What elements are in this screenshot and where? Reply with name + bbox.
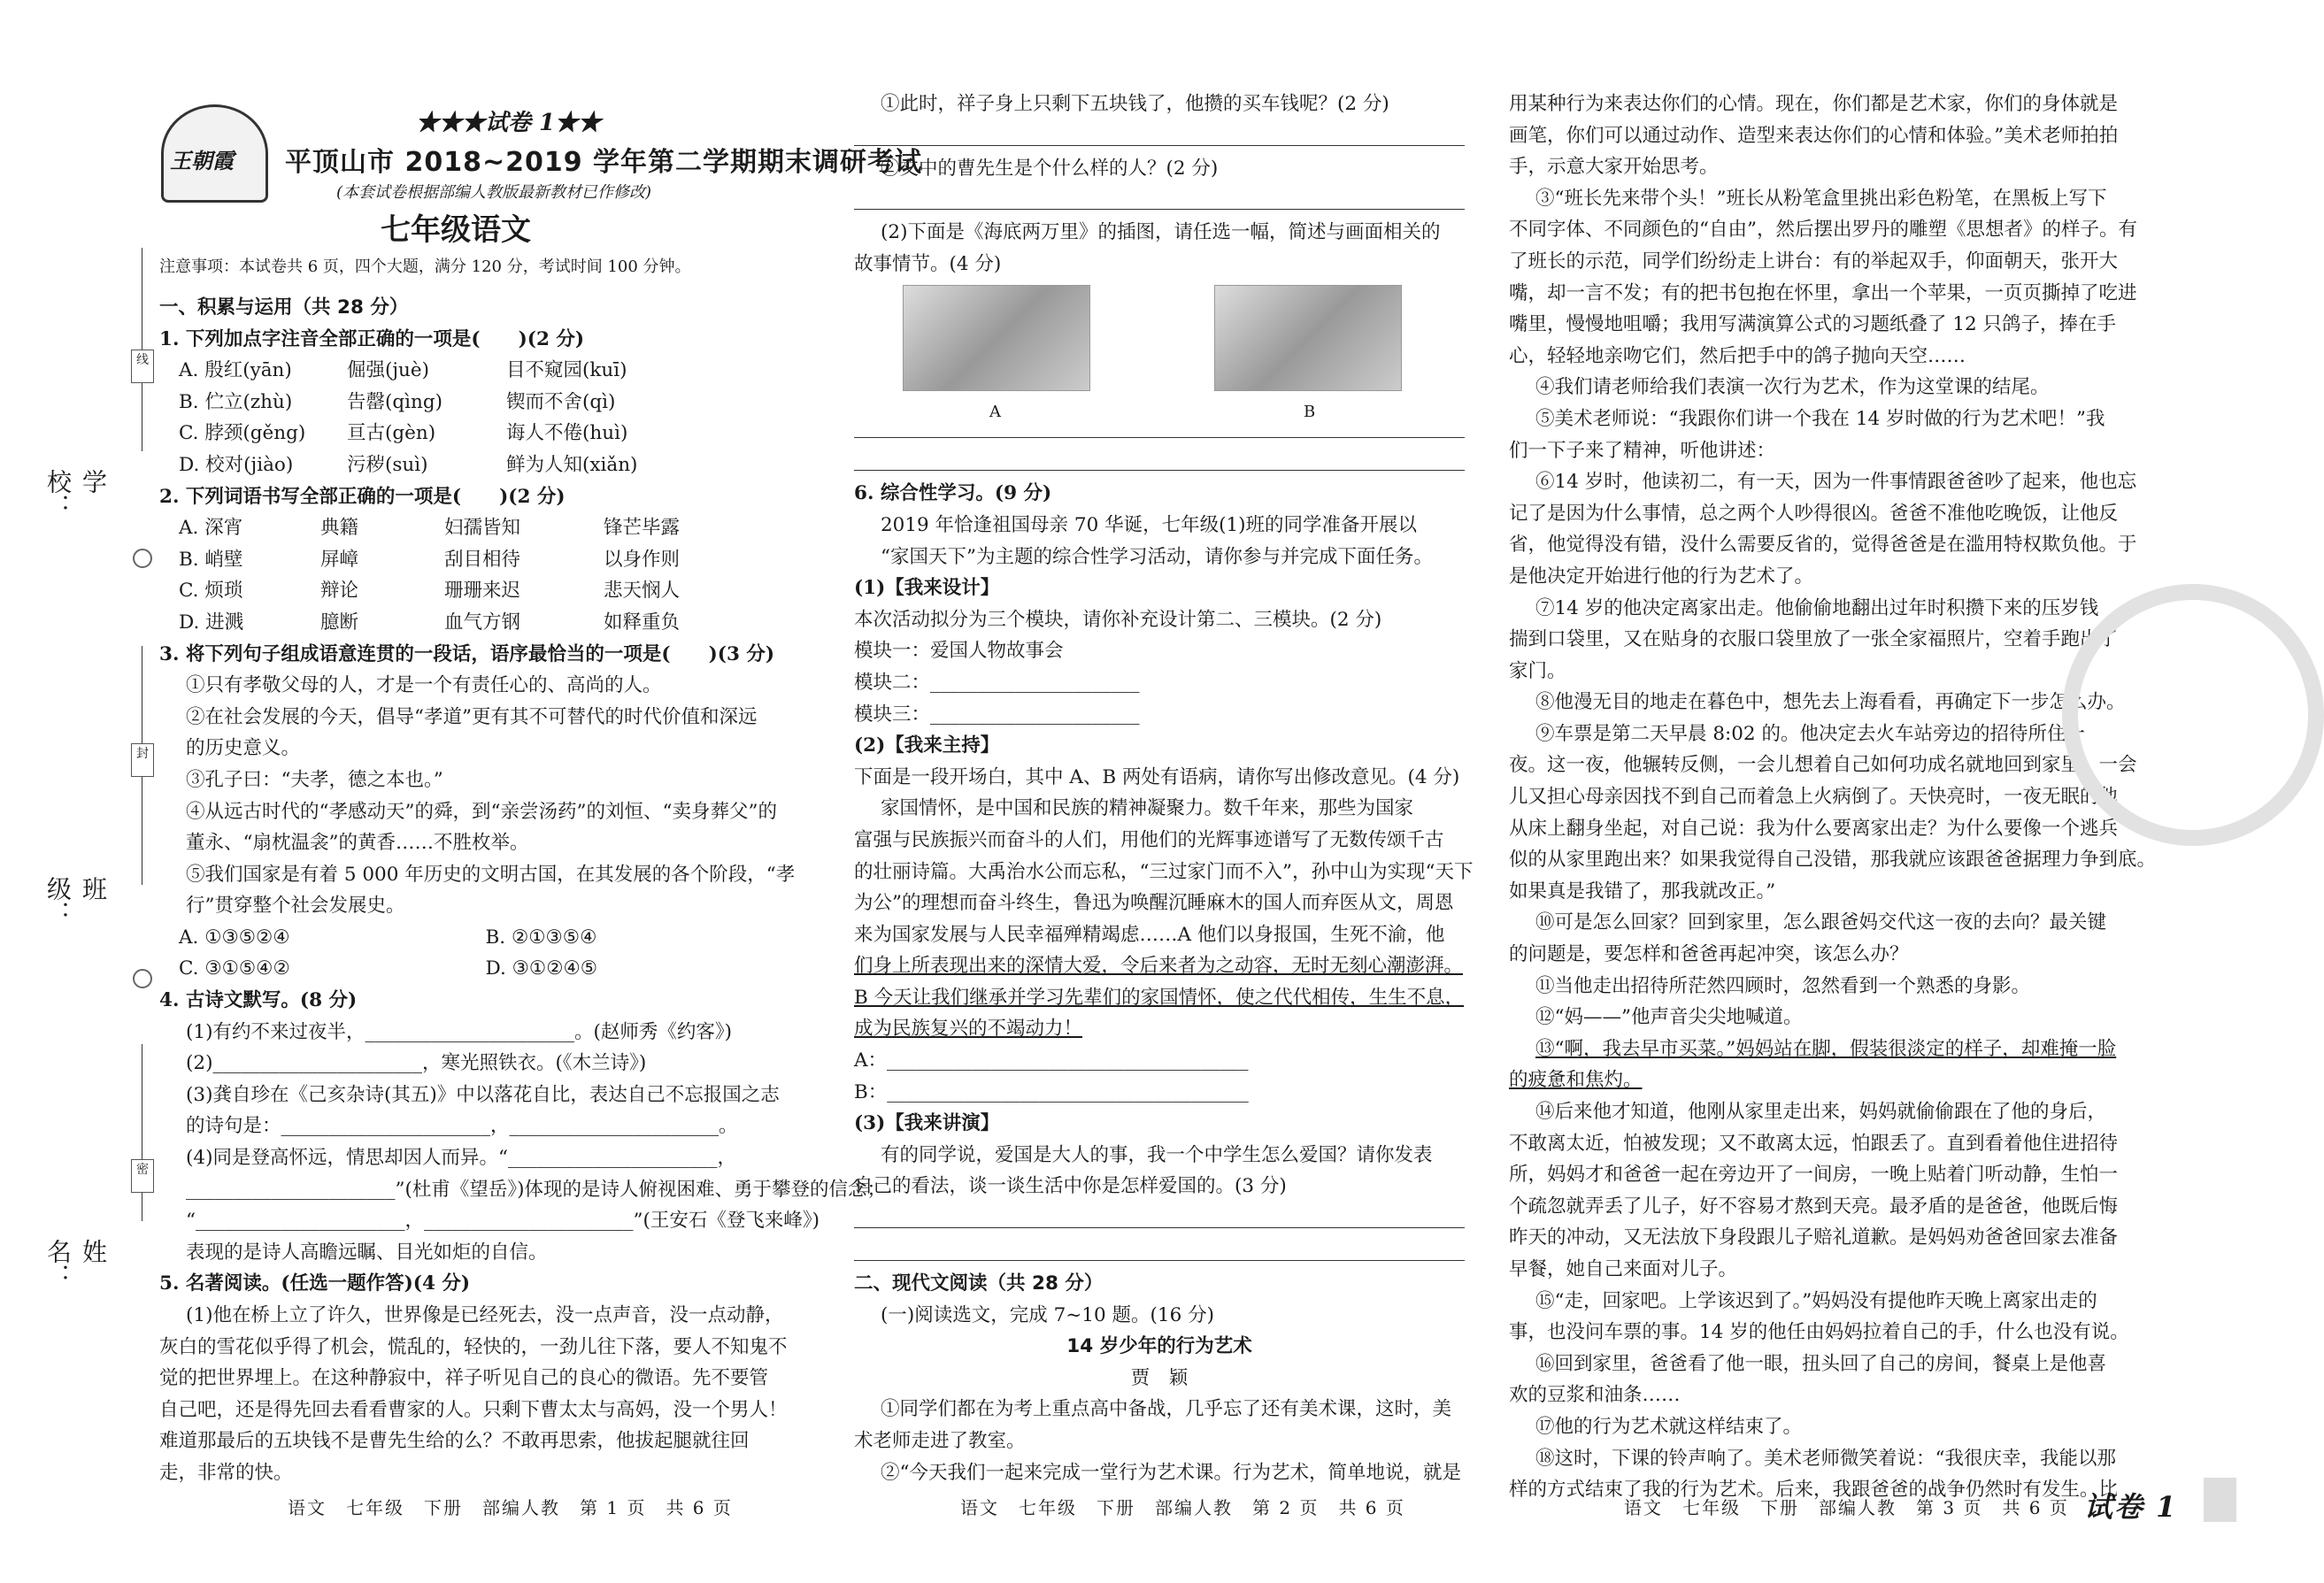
body-text: 行”贯穿整个社会发展史。 xyxy=(186,895,405,918)
option-text[interactable]: 辩论 xyxy=(320,580,359,603)
body-text: 的壮丽诗篇。大禹治水公而忘私，“三过家门而不入”，孙中山为实现“天下 xyxy=(854,860,1474,883)
body-text: 了班长的示范，同学们纷纷走上讲台：有的举起双手，仰面朝天，张开大 xyxy=(1509,250,2119,273)
body-text: 揣到口袋里，又在贴身的衣服口袋里放了一张全家福照片，空着手跑出了 xyxy=(1509,628,2119,651)
body-text: 手，示意大家开始思考。 xyxy=(1509,156,1719,179)
option-text[interactable]: 妇孺皆知 xyxy=(444,517,521,540)
body-text: (2)下面是《海底两万里》的插图，请任选一幅，简述与画面相关的 xyxy=(881,221,1441,244)
option-text[interactable]: 告罄(qìng) xyxy=(347,390,443,413)
question-text: 6. 综合性学习。(9 分) xyxy=(854,482,1052,505)
exam-title: 平顶山市 2018~2019 学年第二学期期末调研考试 xyxy=(285,147,923,178)
body-text: 夜。这一夜，他辗转反侧，一会儿想着自己如何功成名就地回到家里，一会 xyxy=(1509,754,2137,777)
option-row xyxy=(159,418,792,450)
option-text[interactable]: 锲而不舍(qì) xyxy=(506,390,616,413)
body-text: 样的方式结束了我的行为艺术。后来，我跟爸爸的战争仍然时有发生。比 xyxy=(1509,1479,2119,1502)
body-text: ⑩可是怎么回家？回到家里，怎么跟爸妈交代这一夜的去向？最关键 xyxy=(1535,911,2107,934)
question-text: 2. 下列词语书写全部正确的一项是( )(2 分) xyxy=(159,485,566,508)
body-text: (4)同是登高怀远，情思却因人而异。“______________________， xyxy=(186,1147,736,1170)
body-text: ④从远古时代的“孝感动天”的舜，到“亲尝汤药”的刘恒、“卖身葬父”的 xyxy=(186,800,777,823)
option-text[interactable]: D. 校对(jiào) xyxy=(179,453,294,476)
body-text: 家国情怀，是中国和民族的精神凝聚力。数千年来，那些为国家 xyxy=(881,797,1414,820)
body-text: 富强与民族振兴而奋斗的人们，用他们的光辉事迹谱写了无数传颂千古 xyxy=(854,828,1444,851)
illustration-b-label: B xyxy=(1304,403,1316,421)
option-text[interactable]: 诲人不倦(huì) xyxy=(506,422,628,445)
option-row xyxy=(159,607,792,639)
logo-text: 王朝霞 xyxy=(170,148,234,173)
option-text[interactable]: 鲜为人知(xiǎn) xyxy=(506,453,638,476)
body-text: 有的同学说，爱国是大人的事，我一个中学生怎么爱国？请你发表 xyxy=(881,1143,1433,1166)
option-text[interactable]: 污秽(suì) xyxy=(347,453,428,476)
option-row xyxy=(159,387,792,419)
option-text[interactable]: A. 深宵 xyxy=(179,517,243,540)
exam-subtitle: (本套试卷根据部编人教版最新教材已作修改) xyxy=(336,183,652,202)
answer-line[interactable] xyxy=(854,184,1465,210)
body-text: 从床上翻身坐起，对自己说：我为什么要离家出走？为什么要像一个逃兵 xyxy=(1509,817,2119,840)
body-text: 下面是一段开场白，其中 A、B 两处有语病，请你写出修改意见。(4 分) xyxy=(854,765,1460,788)
body-text: ⑱这时，下课的铃声响了。美术老师微笑着说：“我很庆幸，我能以那 xyxy=(1535,1447,2116,1470)
body-text: 贾 颖 xyxy=(1130,1366,1189,1389)
illustration-a-label: A xyxy=(989,403,1001,421)
body-text: ⑨车票是第二天早晨 8:02 的。他决定去火车站旁边的招待所住一 xyxy=(1535,722,2085,745)
body-text: 嘴里，慢慢地咀嚼；我用写满演算公式的习题纸叠了 12 只鸽子，捧在手 xyxy=(1509,313,2117,336)
option-text[interactable]: B. 伫立(zhù) xyxy=(179,390,293,413)
body-text: 2019 年恰逢祖国母亲 70 华诞，七年级(1)班的同学准备开展以 xyxy=(881,513,1418,536)
body-text: ④我们请老师给我们表演一次行为艺术，作为这堂课的结尾。 xyxy=(1535,376,2050,399)
body-text: ⑤我们国家是有着 5 000 年历史的文明古国，在其发展的各个阶段，“孝 xyxy=(186,863,796,886)
body-text: ⑬“啊，我去早市买菜。”妈妈站在脚，假装很淡定的样子，却难掩一脸 xyxy=(1535,1037,2117,1060)
seal-mark-line: 线 xyxy=(131,350,154,383)
body-text: 为公”的理想而奋斗终生，鲁迅为唤醒沉睡麻木的国人而弃医从文，周恩 xyxy=(854,892,1454,915)
question-text: (1)【我来设计】 xyxy=(854,577,1000,600)
option-text[interactable]: B. ②①③⑤④ xyxy=(485,926,597,949)
body-text: ①只有孝敬父母的人，才是一个有责任心的、高尚的人。 xyxy=(186,674,662,697)
paper-badge: ★★★试卷 1★★ xyxy=(416,110,602,136)
body-text: 昨天的冲动，又无法放下身段跟儿子赔礼道歉。是妈妈劝爸爸回家去准备 xyxy=(1509,1226,2119,1249)
body-text: 所，妈妈才和爸爸一起在旁边开了一间房，一晚上贴着门听动静，生怕一 xyxy=(1509,1164,2119,1187)
option-text[interactable]: B. 峭壁 xyxy=(179,548,243,571)
binding-hole-icon xyxy=(133,969,152,988)
answer-line[interactable] xyxy=(854,1235,1465,1261)
body-text: ⑦14 岁的他决定离家出走。他偷偷地翻出过年时积攒下来的压岁钱 xyxy=(1535,596,2099,619)
answer-line[interactable] xyxy=(854,120,1465,146)
option-text[interactable]: 如释重负 xyxy=(604,611,681,634)
body-text: 不同字体、不同颜色的“自由”，然后摆出罗丹的雕塑《思想者》的样子。有 xyxy=(1509,219,2137,242)
option-text[interactable]: C. ③①⑤④② xyxy=(179,957,290,980)
body-text: 的诗句是：______________________，______________________。 xyxy=(186,1115,738,1138)
school-label: 学校： xyxy=(43,469,108,519)
body-text: 觉的把世界埋上。在这种静寂中，祥子听见自己的良心的微语。先不要管 xyxy=(159,1367,769,1390)
option-text[interactable]: A. ①③⑤②④ xyxy=(179,926,290,949)
body-text: 家门。 xyxy=(1509,659,1566,682)
body-text: ⑮“走，回家吧。上学该迟到了。”妈妈没有提他昨天晚上离家出走的 xyxy=(1535,1289,2097,1312)
question-text: (3)【我来讲演】 xyxy=(854,1112,1000,1135)
body-text: 省，他觉得没有错，没什么需要反省的，觉得爸爸是在滥用特权欺负他。于 xyxy=(1509,534,2137,557)
option-text[interactable]: 珊珊来迟 xyxy=(444,580,521,603)
option-text[interactable]: 以身作则 xyxy=(604,548,681,571)
body-text: 个疏忽就弄丢了儿子，好不容易才熬到天亮。最矛盾的是爸爸，他既后悔 xyxy=(1509,1195,2119,1218)
body-text: 的疲惫和焦灼。 xyxy=(1509,1069,1643,1092)
body-text: 难道那最后的五块钱不是曹先生给的么？不敢再思索，他拔起腿就往回 xyxy=(159,1430,750,1453)
body-text: 董永、“扇枕温衾”的黄香……不胜枚举。 xyxy=(186,832,529,855)
body-text: 心，轻轻地亲吻它们，然后把手中的鸽子抛向天空…… xyxy=(1509,344,1966,367)
option-row xyxy=(159,512,792,544)
body-text: (一)阅读选文，完成 7~10 题。(16 分) xyxy=(881,1303,1214,1326)
body-text: ⑰他的行为艺术就这样结束了。 xyxy=(1535,1415,1803,1438)
body-text: 似的从家里跑出来？如果我觉得自己没错，那我就应该跟爸爸据理力争到底。 xyxy=(1509,849,2157,872)
option-text[interactable]: 典籍 xyxy=(320,517,359,540)
option-text[interactable]: 血气方钢 xyxy=(444,611,521,634)
body-text: “家国天下”为主题的综合性学习活动，请你参与并完成下面任务。 xyxy=(881,545,1433,568)
option-text[interactable]: 屏嶂 xyxy=(320,548,359,571)
name-label: 姓名： xyxy=(43,1239,108,1288)
body-text: ③孔子曰：“夫孝，德之本也。” xyxy=(186,768,443,791)
body-text: ⑪当他走出招待所茫然四顾时，忽然看到一个熟悉的身影。 xyxy=(1535,974,2031,997)
body-text: ①此时，祥子身上只剩下五块钱了，他攒的买车钱呢？(2 分) xyxy=(881,93,1389,115)
footer-page-3: 语文 七年级 下册 部编人教 第 3 页 共 6 页 xyxy=(1624,1497,2069,1518)
body-text: 的问题是，要怎样和爸爸再起冲突，该怎么办？ xyxy=(1509,943,1909,966)
answer-line[interactable] xyxy=(854,445,1465,471)
option-text[interactable]: C. 脖颈(gěng) xyxy=(179,422,306,445)
footer-paper-tag: 试卷 1 xyxy=(2084,1490,2178,1524)
option-text[interactable]: A. 殷红(yān) xyxy=(179,359,292,382)
body-text: 模块一：爱国人物故事会 xyxy=(854,640,1064,663)
body-text: 14 岁少年的行为艺术 xyxy=(1066,1335,1252,1358)
option-row xyxy=(159,575,792,607)
body-text: 表现的是诗人高瞻远瞩、目光如炬的自信。 xyxy=(186,1241,548,1264)
body-text: 儿又担心母亲因找不到自己而着急上火病倒了。天快亮时，一夜无眠的他 xyxy=(1509,786,2119,809)
body-text: (1)他在桥上立了许久，世界像是已经死去，没一点声音，没一点动静， xyxy=(186,1304,784,1326)
section-heading: 一、积累与运用（共 28 分） xyxy=(159,296,409,319)
body-text: 成为民族复兴的不竭动力！ xyxy=(854,1018,1083,1041)
body-text: 欢的豆浆和油条…… xyxy=(1509,1384,1681,1407)
body-text: ③“班长先来带个头！”班长从粉笔盒里挑出彩色粉笔，在黑板上写下 xyxy=(1535,187,2107,210)
body-text: ②文中的曹先生是个什么样的人？(2 分) xyxy=(881,157,1219,180)
body-text: 们一下子来了精神，听他讲述： xyxy=(1509,439,1776,462)
seal-mark-mi: 密 xyxy=(131,1159,154,1193)
body-text: (1)有约不来过夜半，______________________。(赵师秀《约客》) xyxy=(186,1020,732,1043)
body-text: ⑤美术老师说：“我跟你们讲一个我在 14 岁时做的行为艺术吧！”我 xyxy=(1535,407,2105,430)
option-row xyxy=(159,953,792,985)
body-text: 不敢离太近，怕被发现；又不敢离太远，怕跟丢了。直到看着他住进招待 xyxy=(1509,1132,2119,1155)
option-text[interactable]: D. 进溅 xyxy=(179,611,244,634)
page-3-column xyxy=(1509,88,2157,1506)
body-text: (3)龚自珍在《己亥杂诗(其五)》中以落花自比，表达自己不忘报国之志 xyxy=(186,1083,780,1106)
body-text: 画笔，你们可以通过动作、造型来表达你们的心情和体验。”美术老师拍拍 xyxy=(1509,124,2119,147)
body-text: 自己的看法，谈一谈生活中你是怎样爱国的。(3 分) xyxy=(854,1175,1287,1198)
option-row xyxy=(159,355,792,387)
body-text: 模块二：______________________ xyxy=(854,671,1140,694)
illustration-a-shark[interactable] xyxy=(903,285,1090,391)
option-text[interactable]: 目不窥园(kuī) xyxy=(506,359,627,382)
body-text: 记了是因为什么事情，总之两个人吵得很凶。爸爸不准他吃晚饭，让他反 xyxy=(1509,502,2119,525)
body-text: (2)______________________，寒光照铁衣。(《木兰诗》) xyxy=(186,1052,647,1075)
question-text: 4. 古诗文默写。(8 分) xyxy=(159,989,358,1012)
body-text: ①同学们都在为考上重点高中备战，几乎忘了还有美术课，这时，美 xyxy=(881,1398,1452,1421)
class-label: 班级： xyxy=(43,876,108,926)
body-text: 故事情节。(4 分) xyxy=(854,252,1002,275)
body-text: B 今天让我们继承并学习先辈们的家国情怀，使之代代相传，生生不息， xyxy=(854,986,1465,1009)
body-text: ⑭后来他才知道，他刚从家里走出来，妈妈就偷偷跟在了他的身后， xyxy=(1535,1101,2107,1123)
option-text[interactable]: 亘古(gèn) xyxy=(347,422,436,445)
body-text: ⑧他漫无目的地走在暮色中，想先去上海看看，再确定下一步怎么办。 xyxy=(1535,691,2126,714)
body-text: ⑥14 岁时，他读初二，有一天，因为一件事情跟爸爸吵了起来，他也忘 xyxy=(1535,471,2137,494)
exam-notice: 注意事项：本试卷共 6 页，四个大题，满分 120 分，考试时间 100 分钟。 xyxy=(159,257,691,276)
body-text: 用某种行为来表达你们的心情。现在，你们都是艺术家，你们的身体就是 xyxy=(1509,93,2119,115)
grade-title: 七年级语文 xyxy=(381,212,531,248)
body-text: ______________________”(杜甫《望岳》)体现的是诗人俯视困难、勇于攀登的信念； xyxy=(186,1178,887,1201)
body-text: A：______________________________________ xyxy=(854,1049,1249,1072)
option-text[interactable]: 臆断 xyxy=(320,611,359,634)
page-1-column xyxy=(159,292,887,1489)
body-text: 自己吧，还是得先回去看看曹家的人。只剩下曹太太与高妈，没一个男人！ xyxy=(159,1398,788,1421)
body-text: 是他决定开始进行他的行为艺术了。 xyxy=(1509,565,1814,588)
option-row xyxy=(159,544,792,576)
option-text[interactable]: 锋芒毕露 xyxy=(604,517,681,540)
illustration-b-octopus[interactable] xyxy=(1214,285,1402,391)
body-text: 术老师走进了教室。 xyxy=(854,1430,1026,1452)
body-text: 如果真是我错了，那我就改正。” xyxy=(1509,880,1776,903)
option-row xyxy=(159,922,792,954)
question-text: 1. 下列加点字注音全部正确的一项是( )(2 分) xyxy=(159,327,585,350)
body-text: 本次活动拟分为三个模块，请你补充设计第二、三模块。(2 分) xyxy=(854,608,1382,631)
body-text: 嘴，却一言不发；有的把书包抱在怀里，拿出一个苹果，一页页撕掉了吃进 xyxy=(1509,281,2137,304)
body-text: ②在社会发展的今天，倡导“孝道”更有其不可替代的时代价值和深远 xyxy=(186,705,758,728)
question-text: 3. 将下列句子组成语意连贯的一段话，语序最恰当的一项是( )(3 分) xyxy=(159,642,775,665)
question-text: 5. 名著阅读。(任选一题作答)(4 分) xyxy=(159,1272,471,1295)
body-text: 模块三：______________________ xyxy=(854,703,1140,726)
body-text: 来为国家发展与人民幸福殚精竭虑……A 他们以身报国，生死不渝，他 xyxy=(854,923,1445,946)
option-text[interactable]: D. ③①②④⑤ xyxy=(485,957,598,980)
option-text[interactable]: C. 烦琐 xyxy=(179,580,243,603)
body-text: ⑯回到家里，爸爸看了他一眼，扭头回了自己的房间，餐桌上是他喜 xyxy=(1535,1352,2107,1375)
seal-mark-feng: 封 xyxy=(131,743,154,777)
body-text: 的历史意义。 xyxy=(186,737,301,760)
binding-hole-icon xyxy=(133,549,152,568)
footer-page-1: 语文 七年级 下册 部编人教 第 1 页 共 6 页 xyxy=(288,1497,733,1518)
body-text: 早餐，她自己来面对儿子。 xyxy=(1509,1257,1738,1280)
option-text[interactable]: 倔强(juè) xyxy=(347,359,430,382)
corner-tab xyxy=(2204,1478,2236,1522)
option-text[interactable]: 刮目相待 xyxy=(444,548,521,571)
body-text: ②“今天我们一起来完成一堂行为艺术课。行为艺术，简单地说，就是 xyxy=(881,1461,1461,1484)
answer-line[interactable] xyxy=(854,1203,1465,1228)
body-text: 走，非常的快。 xyxy=(159,1461,293,1484)
body-text: B：______________________________________ xyxy=(854,1080,1249,1103)
body-text: 事，也没问车票的事。14 岁的他任由妈妈拉着自己的手，什么也没有说。 xyxy=(1509,1321,2129,1344)
option-text[interactable]: 悲天悯人 xyxy=(604,580,681,603)
section-heading: 二、现代文阅读（共 28 分） xyxy=(854,1272,1104,1295)
answer-line[interactable] xyxy=(854,412,1465,438)
option-row xyxy=(159,450,792,481)
footer-page-2: 语文 七年级 下册 部编人教 第 2 页 共 6 页 xyxy=(960,1497,1405,1518)
body-text: ⑫“妈——”他声音尖尖地喊道。 xyxy=(1535,1006,1803,1029)
watermark-seal-icon xyxy=(2062,584,2324,846)
body-text: 灰白的雪花似乎得了机会，慌乱的，轻快的，一劲儿往下落，要人不知鬼不 xyxy=(159,1335,788,1358)
body-text: “______________________，______________________”(王安石《登飞来峰》) xyxy=(186,1210,820,1233)
body-text: 们身上所表现出来的深情大爱，令后来者为之动容，无时无刻心潮澎湃。 xyxy=(854,955,1464,978)
question-text: (2)【我来主持】 xyxy=(854,734,1000,757)
